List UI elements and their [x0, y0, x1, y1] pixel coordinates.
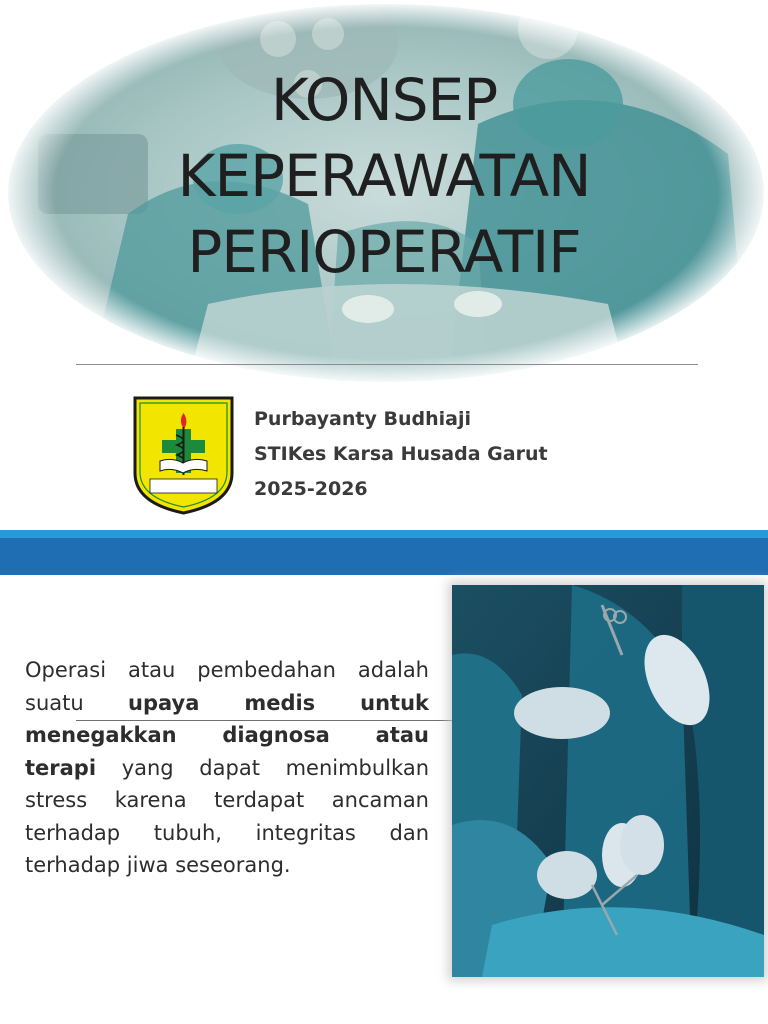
- surgeons-hands-with-instruments-photo-icon: [452, 585, 764, 977]
- slide-title: [0, 62, 768, 290]
- definition-paragraph: [25, 654, 429, 882]
- paragraph-text-2: yang dapat menimbulkan stress karena terdapat ancaman terhadap tubuh, integritas dan terhadap jiwa seseorang.: [25, 755, 429, 877]
- title-divider: [76, 364, 698, 365]
- title-line-2: KEPERAWATAN: [177, 142, 591, 210]
- band-dark-stripe: [0, 538, 768, 575]
- institution-seal-icon: [132, 395, 235, 516]
- title-line-1: KONSEP: [270, 66, 498, 134]
- surgeons-image: [452, 585, 764, 977]
- paragraph-divider: [76, 720, 454, 721]
- title-line-3: PERIOPERATIF: [187, 218, 581, 286]
- institution-logo: [132, 395, 235, 516]
- author-name: Purbayanty Budhiaji: [254, 408, 471, 430]
- paragraph-bold-text: upaya medis untuk menegakkan diagnosa atau terapi: [25, 690, 430, 780]
- paragraph-text-1: Operasi atau pembedahan adalah suatu: [25, 658, 429, 715]
- author-info: [254, 402, 548, 507]
- author-institution: STIKes Karsa Husada Garut: [254, 443, 548, 465]
- slide-divider-band: [0, 530, 768, 575]
- band-light-stripe: [0, 530, 768, 538]
- academic-year: 2025-2026: [254, 478, 368, 500]
